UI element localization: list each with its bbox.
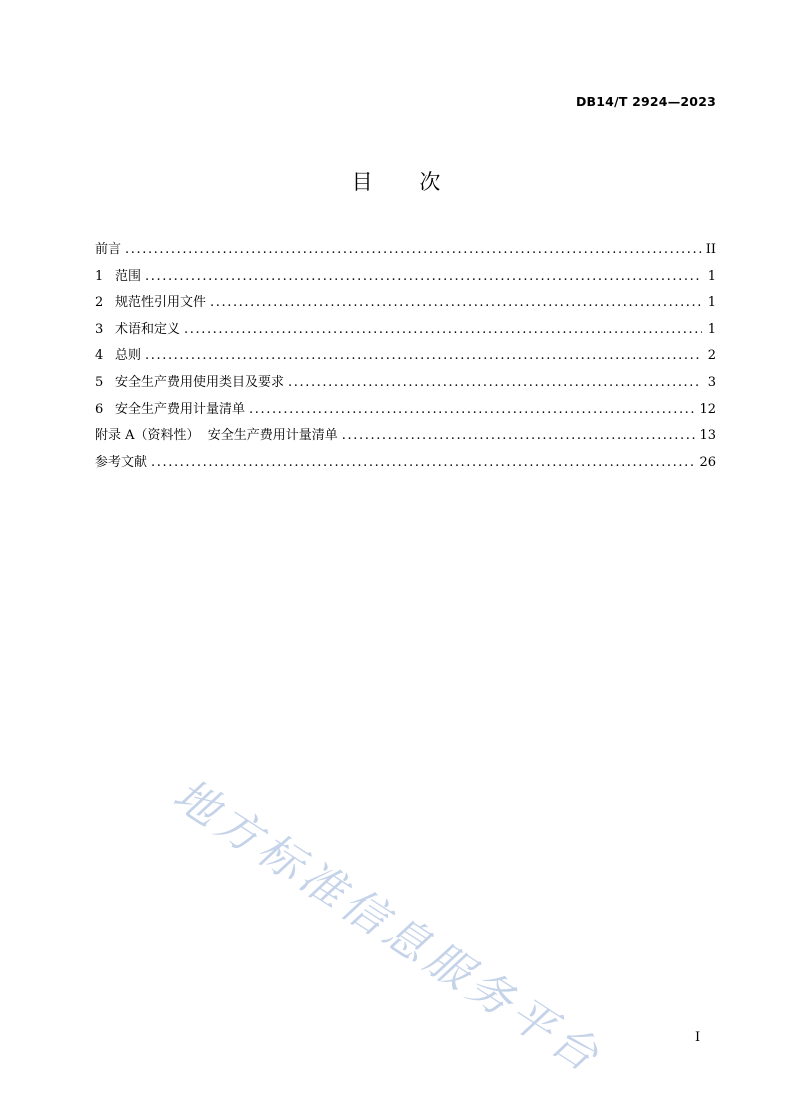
toc-entry-number: 3 <box>95 321 104 337</box>
toc-leader-dots <box>184 320 702 340</box>
toc-entry-label: 参考文献 <box>95 454 148 470</box>
toc-entry-page: 2 <box>707 348 716 364</box>
toc-entry-label: 前言 <box>95 242 122 257</box>
toc-entry-general[interactable] <box>95 346 716 373</box>
toc-entry-bibliography[interactable] <box>95 453 716 480</box>
toc-leader-dots <box>342 426 696 446</box>
toc-entry-label: 安全生产费用使用类目及要求 <box>115 374 285 390</box>
toc-entry-normative-references[interactable] <box>95 293 716 320</box>
toc-leader-dots <box>145 346 702 366</box>
toc-entry-scope[interactable] <box>95 267 716 294</box>
page-number: I <box>695 1030 701 1045</box>
toc-entry-number: 5 <box>95 374 104 390</box>
toc-entry-page: 12 <box>699 401 716 417</box>
toc-entry-label: 术语和定义 <box>115 321 181 337</box>
page-title: 目 次 <box>351 170 461 194</box>
document-code: DB14/T 2924—2023 <box>575 94 716 109</box>
toc-leader-dots <box>125 240 702 260</box>
watermark: 地方标准信息服务平台 <box>164 769 612 1085</box>
toc-leader-dots <box>249 400 695 420</box>
toc-entry-label: 规范性引用文件 <box>115 295 207 311</box>
toc-entry-label: 范围 <box>115 268 142 284</box>
toc-entry-number: 4 <box>95 348 104 364</box>
toc-entry-label: 附录 A（资料性） 安全生产费用计量清单 <box>95 428 338 444</box>
toc-entry-cost-categories[interactable] <box>95 373 716 400</box>
toc-entry-page: 3 <box>707 374 716 390</box>
toc-entry-page: 1 <box>707 295 716 311</box>
toc-leader-dots <box>288 373 702 393</box>
toc-entry-number: 6 <box>95 401 104 417</box>
toc-entry-page: II <box>705 242 716 257</box>
toc-leader-dots <box>145 267 702 287</box>
toc-entry-cost-measurement-list[interactable] <box>95 400 716 427</box>
table-of-contents <box>95 240 716 479</box>
toc-entry-page: 1 <box>707 268 716 284</box>
toc-entry-label: 安全生产费用计量清单 <box>115 401 246 417</box>
toc-entry-terms-definitions[interactable] <box>95 320 716 347</box>
toc-entry-page: 13 <box>699 428 716 444</box>
toc-entry-number: 1 <box>95 268 104 284</box>
toc-entry-appendix-a[interactable] <box>95 426 716 453</box>
toc-entry-page: 26 <box>699 454 716 470</box>
toc-entry-label: 总则 <box>115 348 142 364</box>
toc-entry-page: 1 <box>707 321 716 337</box>
toc-entry-number: 2 <box>95 295 104 311</box>
toc-leader-dots <box>151 453 695 473</box>
toc-entry-foreword[interactable] <box>95 240 716 267</box>
toc-leader-dots <box>210 293 702 313</box>
